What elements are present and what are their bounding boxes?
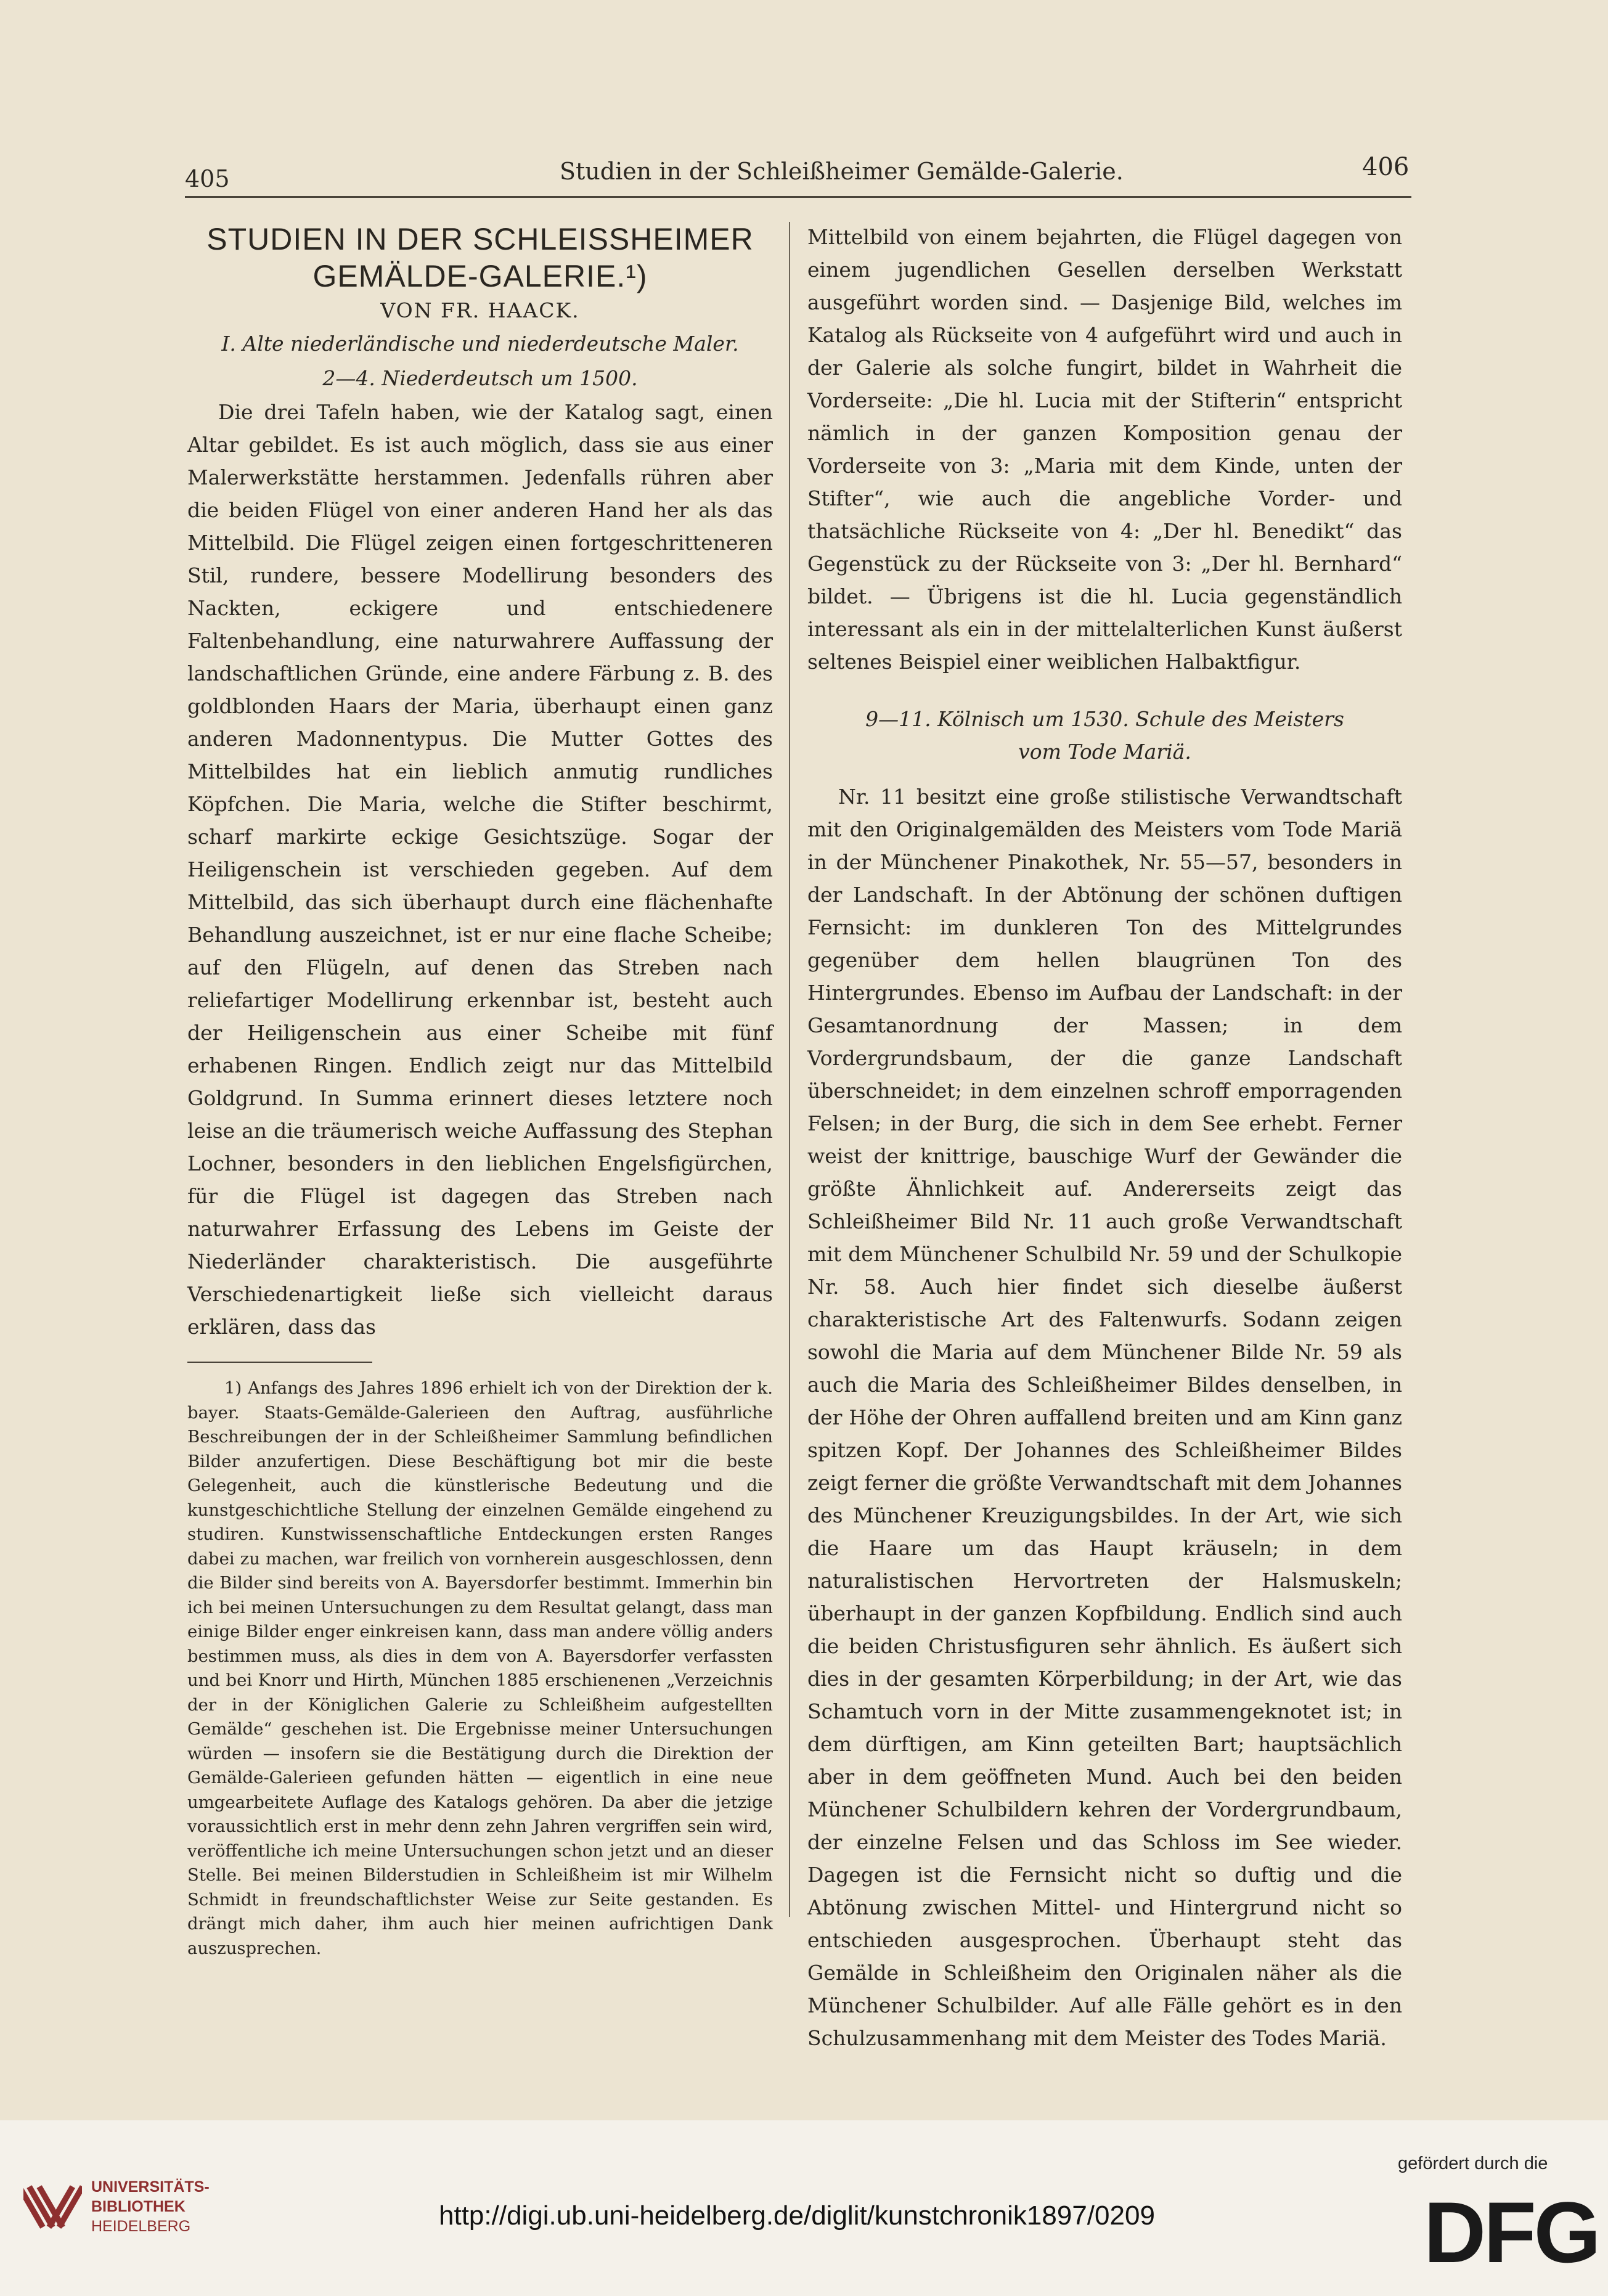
library-name-line2: BIBLIOTHEK [91, 2198, 186, 2215]
right-body-text-1: Mittelbild von einem bejahrten, die Flügel dagegen von einem jugendlichen Gesellen derselben Werkstatt ausgeführt worden sind. — Dasjenige Bild, welches im Katalog als Rückseite von 4 aufgeführt wird und auch in der Galerie als solche fungirt, bildet in Wahrheit die Vorderseite: „Die hl. Lucia mit der Stifterin“ entspricht nämlich in der ganzen Komposition genau der Vorderseite von 3: „Maria mit dem Kinde, unten der Stifter“, wie auch die angebliche Vorder- und thatsächliche Rückseite von 4: „Der hl. Benedikt“ das Gegenstück zu der Rückseite von 3: „Der hl. Bernhard“ bildet. — Übrigens ist die hl. Lucia gegenständlich interessant als ein in der mittelalterlichen Kunst äußerst seltenes Beispiel einer weiblichen Halbaktfigur. [807, 225, 1402, 674]
running-title: Studien in der Schleißheimer Gemälde-Galerie. [560, 158, 1124, 185]
subsection-heading-2-line2: vom Tode Mariä. [1018, 740, 1191, 764]
section-heading: I. Alte niederländische und niederdeutsche Maler. [221, 332, 739, 356]
subsection-heading-2-line1: 9—11. Kölnisch um 1530. Schule des Meisters [865, 707, 1344, 731]
left-column [187, 221, 773, 1961]
page-number-right: 406 [1362, 153, 1410, 181]
footnote-rule [187, 1362, 372, 1363]
library-logo-icon [23, 2178, 82, 2236]
library-name-line1: UNIVERSITÄTS- [91, 2178, 210, 2196]
subsection-heading-2 [807, 703, 1402, 768]
right-body-text-2: Nr. 11 besitzt eine große stilistische Verwandtschaft mit den Originalgemälden des Meisters vom Tode Mariä in der Münchener Pinakothek, Nr. 55—57, besonders in der Landschaft. In der Abtönung der schönen duftigen Fernsicht: im dunkleren Ton des Mittelgrundes gegenüber dem hellen blaugrünen Ton des Hintergrundes. Ebenso im Aufbau der Landschaft: in der Gesamtanordnung der Massen; in dem Vordergrundsbaum, der die ganze Landschaft überschneidet; in dem einzelnen schroff emporragenden Felsen; in der Burg, die sich in dem See erhebt. Ferner weist der knittrige, bauschige Wurf der Gewänder die größte Ähnlichkeit auf. Andererseits zeigt das Schleißheimer Bild Nr. 11 auch große Verwandtschaft mit dem Münchener Schulbild Nr. 59 und der Schulkopie Nr. 58. Auch hier findet sich dieselbe äußerst charakteristische Art des Faltenwurfs. Sodann zeigen sowohl die Maria auf dem Münchener Bilde Nr. 59 als auch die Maria des Schleißheimer Bildes denselben, in der Höhe der Ohren auffallend breiten und am Kinn ganz spitzen Kopf. Der Johannes des Schleißheimer Bildes zeigt ferner die größte Verwandtschaft mit dem Johannes des Münchener Kreuzigungsbildes. In der Art, wie sich die Haare um das Haupt kräuseln; in dem naturalistischen Hervortreten der Halsmuskeln; überhaupt in der ganzen Kopfbildung. Endlich sind auch die beiden Christusfiguren sehr ähnlich. Es äußert sich dies in der gesamten Körperbildung; in der Art, wie das Schamtuch vorn in der Mitte zusammengeknotet ist; in dem dürftigen, am Kinn geteilten Bart; hauptsächlich aber in dem geöffneten Mund. Auch bei den beiden Münchener Schulbildern kehren der Vordergrundbaum, der einzelne Felsen und das Schloss im See wieder. Dagegen ist die Fernsicht nicht so duftig und die Abtönung zwischen Mittel- und Hintergrund nicht so entschieden ausgesprochen. Überhaupt steht das Gemälde in Schleißheim den Originalen näher als die Münchener Schulbilder. Auf alle Fälle gehört es in den Schulzusammenhang mit dem Meister des Todes Mariä. [807, 785, 1402, 2050]
sponsor-label: gefördert durch die [1398, 2154, 1548, 2173]
footnote [187, 1376, 773, 1961]
right-column [807, 221, 1402, 2054]
article-byline: VON FR. HAACK. [380, 298, 580, 322]
footnote-text: 1) Anfangs des Jahres 1896 erhielt ich von der Direktion der k. bayer. Staats-Gemälde-Galerieen den Auftrag, ausführliche Beschreibungen der in der Schleißheimer Sammlung befindlichen Bilder anzufertigen. Diese Beschäftigung bot mir die beste Gelegenheit, auch die künstlerische Bedeutung und die kunstgeschichtliche Stellung der einzelnen Gemälde eingehend zu studiren. Kunstwissenschaftliche Entdeckungen ersten Ranges dabei zu machen, war freilich von vornherein ausgeschlossen, denn die Bilder sind bereits von A. Bayersdorfer bestimmt. Immerhin bin ich bei meinen Untersuchungen zu dem Resultat gelangt, dass man einige Bilder enger einkreisen kann, dass man andere völlig anders bestimmen muss, als dies in dem von A. Bayersdorfer verfassten und bei Knorr und Hirth, München 1885 erschienenen „Verzeichnis der in der Königlichen Galerie zu Schleißheim aufgestellten Gemälde“ geschehen ist. Die Ergebnisse meiner Untersuchungen würden — insofern sie die Bestätigung durch die Direktion der Gemälde-Galerieen gefunden hätten — eigentlich in eine neue umgearbeitete Auflage des Katalogs gehören. Da aber die jetzige voraussichtlich erst in mehr denn zehn Jahren vergriffen sein wird, veröffentliche ich meine Untersuchungen schon jetzt und an dieser Stelle. Bei meinen Bilderstudien in Schleißheim ist mir Wilhelm Schmidt in freundschaftlichster Weise zur Seite gestanden. Es drängt mich daher, ihm auch hier meinen aufrichtigen Dank auszusprechen. [187, 1378, 773, 1958]
subsection-heading: 2—4. Niederdeutsch um 1500. [322, 366, 638, 390]
article-title-line1: STUDIEN IN DER SCHLEISSHEIMER [206, 222, 754, 256]
library-name-line3: HEIDELBERG [91, 2218, 191, 2235]
library-name [91, 2177, 210, 2236]
page-number-left: 405 [185, 165, 230, 192]
left-body-text: Die drei Tafeln haben, wie der Katalog sagt, einen Altar gebildet. Es ist auch möglich, dass sie aus einer Malerwerkstätte herstammen. Jedenfalls rühren aber die beiden Flügel von einer anderen Hand her als das Mittelbild. Die Flügel zeigen einen fortgeschritteneren Stil, rundere, bessere Modellirung besonders des Nackten, eckigere und entschiedenere Faltenbehandlung, eine naturwahrere Auffassung der landschaftlichen Gründe, eine andere Färbung z. B. des goldblonden Haars der Maria, überhaupt einen ganz anderen Madonnentypus. Die Mutter Gottes des Mittelbildes hat ein lieblich anmutig rundliches Köpfchen. Die Maria, welche die Stifter beschirmt, scharf markirte eckige Gesichtszüge. Sogar der Heiligenschein ist verschieden gegeben. Auf dem Mittelbild, das sich überhaupt durch eine flächenhafte Behandlung auszeichnet, ist er nur eine flache Scheibe; auf den Flügeln, auf denen das Streben nach reliefartiger Modellirung erkennbar ist, besteht auch der Heiligenschein aus einer Scheibe mit fünf erhabenen Ringen. Endlich zeigt nur das Mittelbild Goldgrund. In Summa erinnert dieses letztere noch leise an die träumerisch weiche Auffassung des Stephan Lochner, besonders in den lieblichen Engelsfigürchen, für die Flügel ist dagegen das Streben nach naturwahrer Erfassung des Lebens im Geiste der Niederländer charakteristisch. Die ausgeführte Verschiedenartigkeit ließe sich vielleicht daraus erklären, dass das [187, 400, 773, 1339]
column-divider [789, 222, 790, 1917]
dfg-logo: DFG [1424, 2184, 1599, 2281]
permalink-url[interactable]: http://digi.ub.uni-heidelberg.de/diglit/kunstchronik1897/0209 [439, 2200, 1155, 2231]
header-rule [185, 196, 1411, 198]
article-title-line2: GEMÄLDE-GALERIE.¹) [312, 259, 648, 293]
